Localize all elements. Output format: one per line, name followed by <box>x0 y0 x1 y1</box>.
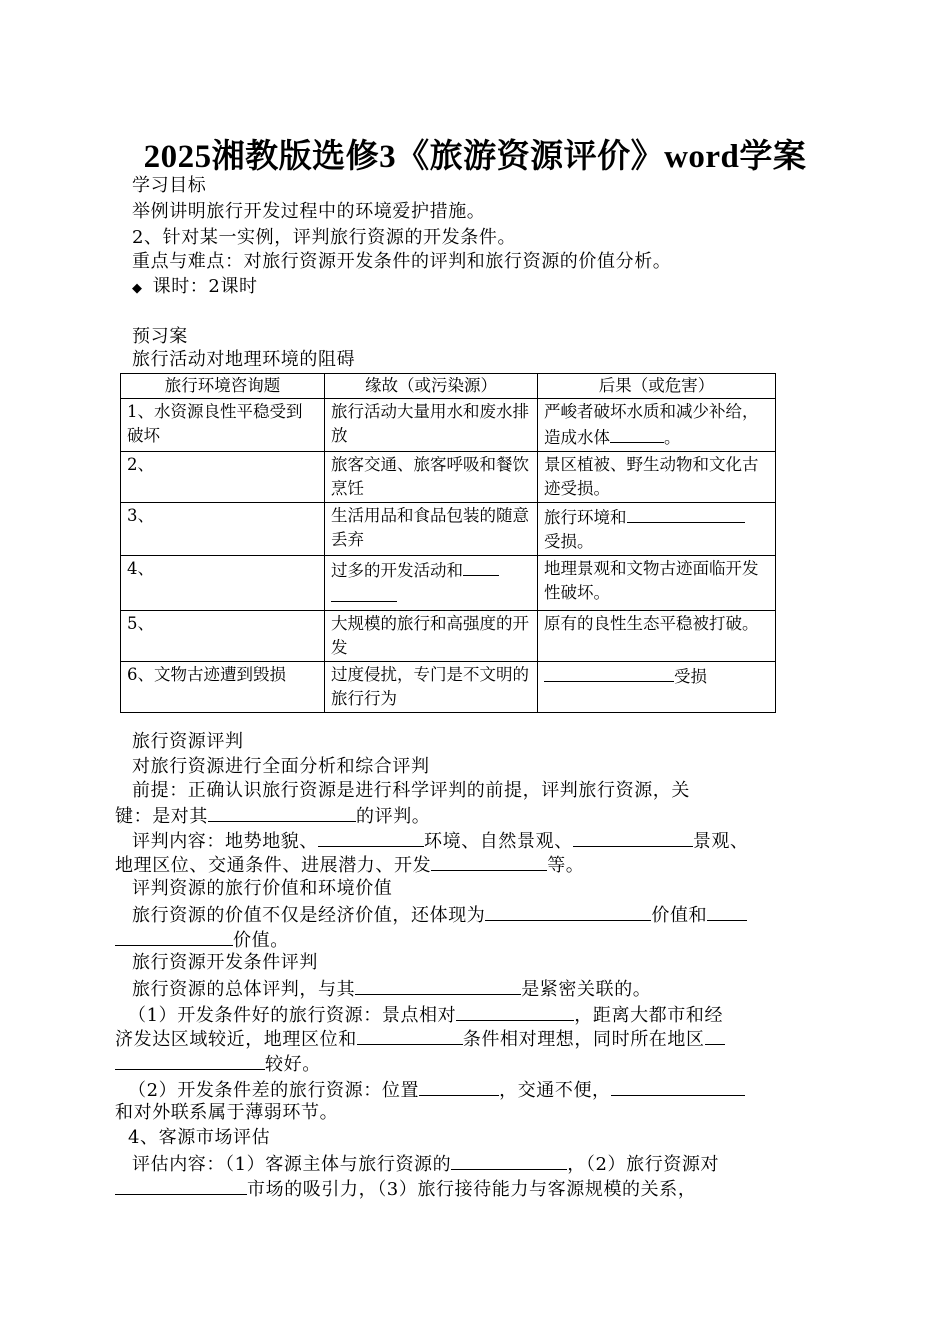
good-conditions-line-3 <box>115 1051 321 1077</box>
fill-blank[interactable] <box>115 1051 265 1070</box>
text-run: 较好。 <box>265 1054 321 1075</box>
table-header-cell: 后果（或危害） <box>538 374 776 399</box>
text-run: 键：是对其 <box>115 806 208 827</box>
text-run: 景观、 <box>692 831 749 852</box>
value-line-1 <box>115 902 747 928</box>
fill-blank[interactable] <box>705 1026 725 1045</box>
table-row <box>121 611 776 662</box>
premise-line-1: 前提：正确认识旅行资源是进行科学评判的前提，评判旅行资源，关 <box>132 780 690 801</box>
table-cell: 原有的良性生态平稳被打破。 <box>538 611 776 662</box>
heading-market: 4、客源市场评估 <box>128 1127 271 1148</box>
heading-value: 评判资源的旅行价值和环境价值 <box>132 878 393 899</box>
fill-blank[interactable] <box>456 1002 574 1021</box>
table-cell: 大规模的旅行和高强度的开发 <box>325 611 538 662</box>
fill-blank[interactable] <box>115 1176 247 1195</box>
content-line-1 <box>115 828 749 854</box>
table-header-cell: 缘故（或污染源） <box>325 374 538 399</box>
text-run: 的评判。 <box>356 806 431 827</box>
text-run: 价值。 <box>233 930 289 951</box>
market-line-1 <box>115 1151 719 1177</box>
value-line-2 <box>115 927 289 953</box>
text-run: 评估内容：（1）客源主体与旅行资源的 <box>132 1154 452 1175</box>
table-cell: 地理景观和文物古迹面临开发性破坏。 <box>538 556 776 611</box>
table-row <box>121 503 776 556</box>
fill-blank[interactable] <box>627 504 745 523</box>
heading-comprehensive: 对旅行资源进行全面分析和综合评判 <box>132 756 430 777</box>
table-row <box>121 662 776 713</box>
table-header-row <box>121 374 776 399</box>
table-cell: 3、 <box>121 503 325 556</box>
heading-evaluation: 旅行资源评判 <box>132 731 244 752</box>
cell-text: 过多的开发活动和 <box>331 561 463 580</box>
fill-blank[interactable] <box>463 557 499 576</box>
heading-development: 旅行资源开发条件评判 <box>132 952 318 973</box>
table-cell <box>538 662 776 713</box>
text-run: ，（2）旅行资源对 <box>567 1154 720 1175</box>
table-caption: 旅行活动对地理环境的阻碍 <box>132 349 356 370</box>
cell-text: 受损。 <box>544 532 594 551</box>
fill-blank[interactable] <box>485 902 651 921</box>
table-cell: 1、水资源良性平稳受到破坏 <box>121 399 325 452</box>
fill-blank[interactable] <box>707 902 747 921</box>
text-run: 旅行资源的总体评判，与其 <box>132 979 356 1000</box>
table-cell: 过度侵扰，专门是不文明的旅行行为 <box>325 662 538 713</box>
fill-blank[interactable] <box>544 663 674 682</box>
class-hours-text: 课时：2课时 <box>152 276 258 297</box>
fill-blank[interactable] <box>208 803 356 822</box>
fill-blank[interactable] <box>331 583 397 602</box>
text-run: 条件相对理想，同时所在地区 <box>462 1029 705 1050</box>
fill-blank[interactable] <box>573 828 693 847</box>
fill-blank[interactable] <box>431 852 547 871</box>
table-cell: 2、 <box>121 452 325 503</box>
text-run: 等。 <box>547 855 585 876</box>
table-cell: 景区植被、野生动物和文化古迹受损。 <box>538 452 776 503</box>
fill-blank[interactable] <box>115 927 233 946</box>
table-header-cell: 旅行环境咨询题 <box>121 374 325 399</box>
fill-blank[interactable] <box>355 976 521 995</box>
content-line-2 <box>115 852 584 878</box>
text-run: 价值和 <box>651 905 708 926</box>
table-cell <box>538 503 776 556</box>
goal-1: 举例讲明旅行开发过程中的环境爱护措施。 <box>132 201 486 222</box>
text-run: 济发达区域较近，地理区位和 <box>115 1029 357 1050</box>
table-row <box>121 452 776 503</box>
text-run: ，距离大都市和经 <box>574 1005 724 1026</box>
good-conditions-line-2 <box>115 1026 725 1052</box>
poor-conditions-line-1 <box>128 1077 745 1103</box>
poor-conditions-line-2: 和对外联系属于薄弱环节。 <box>115 1102 339 1123</box>
fill-blank[interactable] <box>419 1077 499 1096</box>
fill-blank[interactable] <box>318 828 424 847</box>
table-row <box>121 399 776 452</box>
table-cell: 旅客交通、旅客呼吸和餐饮烹饪 <box>325 452 538 503</box>
section-learning-goals: 学习目标 <box>132 175 207 196</box>
key-points: 重点与难点：对旅行资源开发条件的评判和旅行资源的价值分析。 <box>132 251 672 272</box>
text-run: 是紧密关联的。 <box>521 979 652 1000</box>
document-title: 2025湘教版选修3《旅游资源评价》word学案 <box>143 139 807 175</box>
diamond-bullet-icon: ◆ <box>132 281 143 296</box>
table-cell: 旅行活动大量用水和废水排放 <box>325 399 538 452</box>
table-cell <box>325 556 538 611</box>
market-line-2 <box>115 1176 696 1202</box>
fill-blank[interactable] <box>610 424 664 443</box>
good-conditions-line-1 <box>128 1002 723 1028</box>
development-line-1 <box>115 976 651 1002</box>
table-cell: 5、 <box>121 611 325 662</box>
table-cell <box>538 399 776 452</box>
impact-table <box>120 373 776 713</box>
text-run: 环境、自然景观、 <box>424 831 573 852</box>
fill-blank[interactable] <box>451 1151 567 1170</box>
text-run: 地理区位、交通条件、进展潜力、开发 <box>115 855 432 876</box>
class-hours <box>115 275 258 301</box>
goal-2: 2、针对某一实例，评判旅行资源的开发条件。 <box>132 227 517 248</box>
text-run: 市场的吸引力，（3）旅行接待能力与客源规模的关系， <box>247 1179 697 1200</box>
table-cell: 生活用品和食品包装的随意丢弃 <box>325 503 538 556</box>
fill-blank[interactable] <box>357 1026 463 1045</box>
table-cell: 6、文物古迹遭到毁损 <box>121 662 325 713</box>
text-run: （2）开发条件差的旅行资源：位置 <box>128 1080 420 1101</box>
cell-text: 。 <box>664 428 681 447</box>
premise-line-2 <box>115 803 430 829</box>
cell-text: 旅行环境和 <box>544 508 627 527</box>
cell-text: 严峻者破坏水质和减少补给，造成水体 <box>544 402 759 447</box>
cell-text: 受损 <box>674 667 707 686</box>
fill-blank[interactable] <box>611 1077 745 1096</box>
table-row <box>121 556 776 611</box>
table-cell: 4、 <box>121 556 325 611</box>
section-preview: 预习案 <box>132 326 188 347</box>
text-run: ，交通不便， <box>499 1080 611 1101</box>
text-run: （1）开发条件好的旅行资源：景点相对 <box>128 1005 457 1026</box>
text-run: 旅行资源的价值不仅是经济价值，还体现为 <box>132 905 486 926</box>
text-run: 评判内容：地势地貌、 <box>132 831 318 852</box>
